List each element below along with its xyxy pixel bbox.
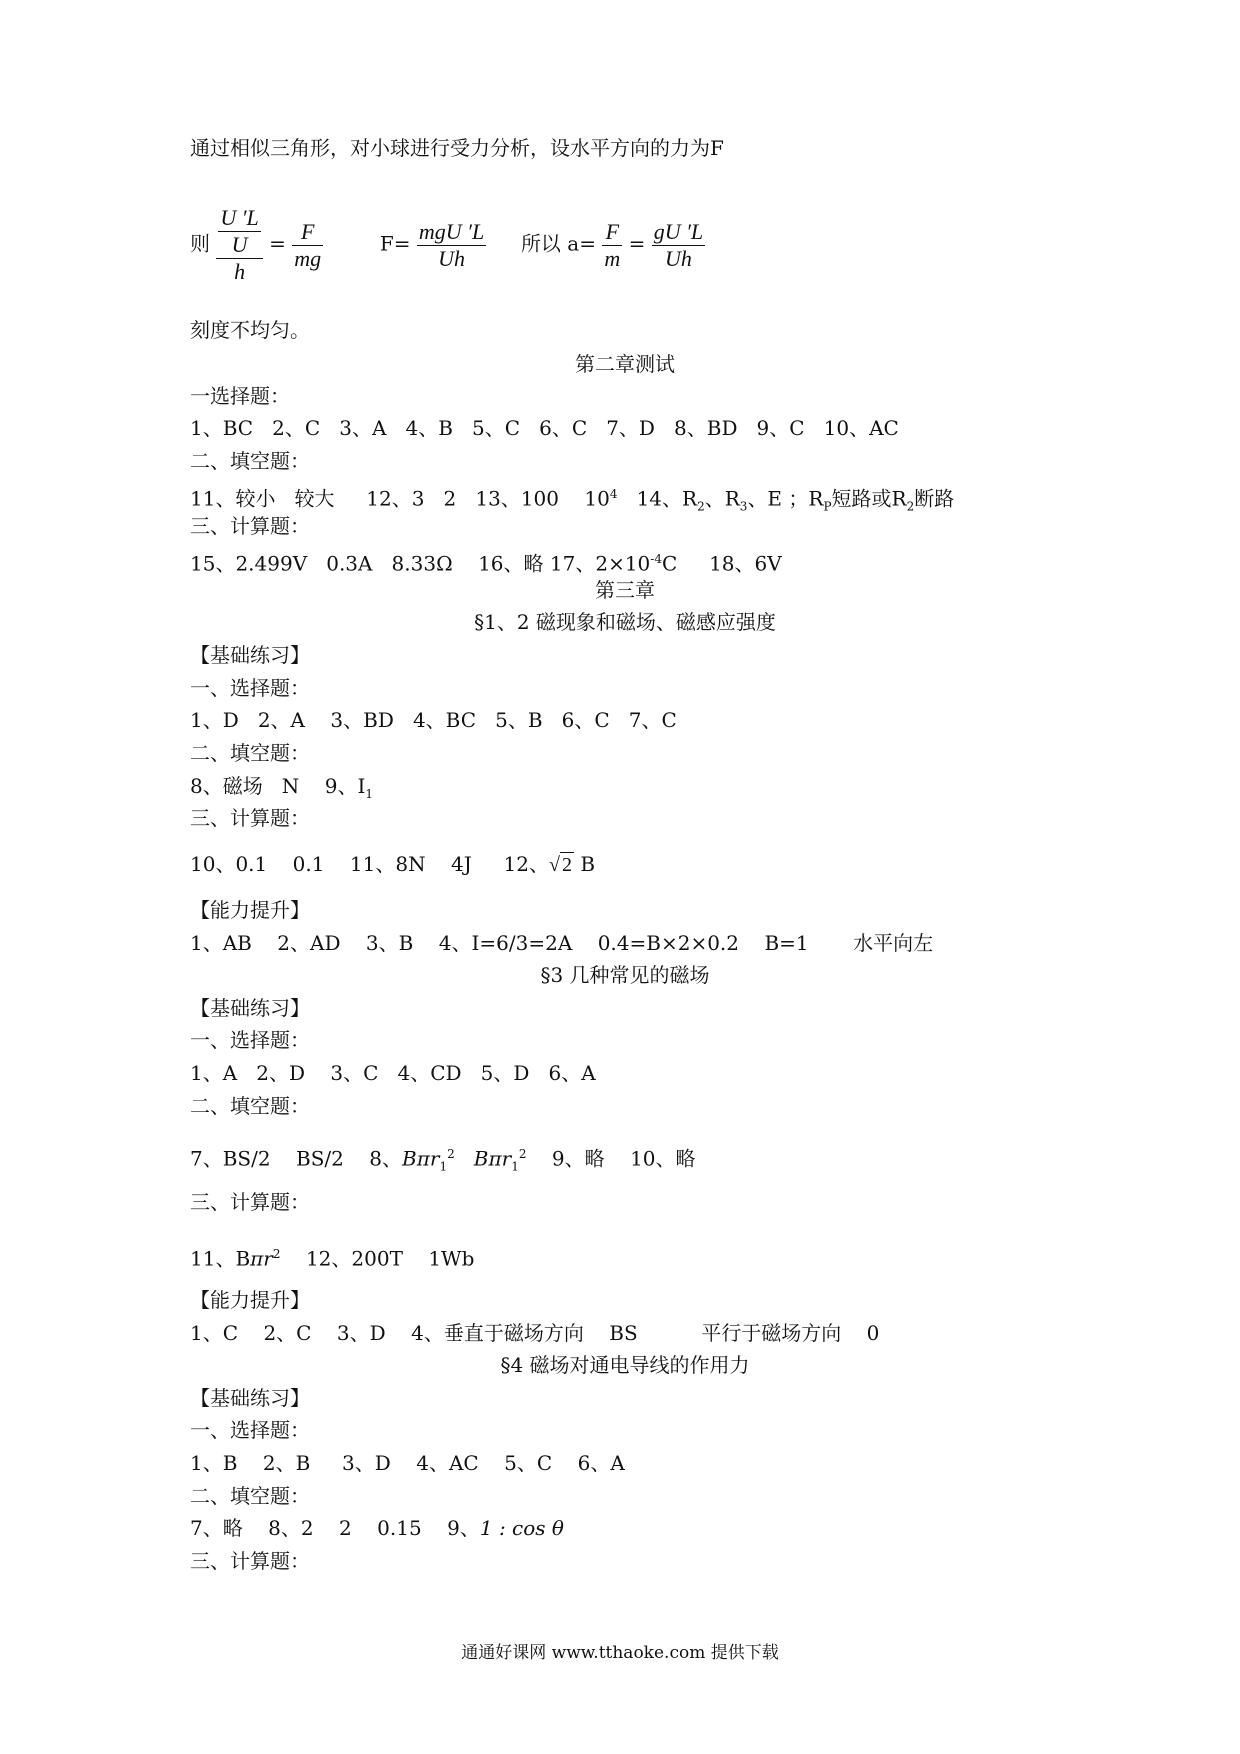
s12-calc-answers: 10、0.1 0.1 11、8N 4J 12、√ 2 B [190, 852, 596, 876]
formula-label: 则 [190, 231, 210, 256]
intro-text: 通过相似三角形，对小球进行受力分析，设水平方向的力为F [190, 136, 724, 160]
fraction-f-over-mg: $\frac{F}{mg}$ [294, 218, 322, 271]
section12-title: §1、2 磁现象和磁场、磁感应强度 [474, 610, 776, 634]
ch2-choice-answers: 1、BC 2、C 3、A 4、B 5、C 6、C 7、D 8、BD 9、C 10、AC [190, 416, 899, 440]
s4-basic-heading: 【基础练习】 [190, 1386, 310, 1410]
chapter3-title: 第三章 [595, 578, 655, 602]
inner-fraction: $\frac{U 'L}{U}$ [220, 205, 259, 257]
ch2-calc-answers: 15、2.499V 0.3A 8.33Ω 16、略 17、$2\times 10^{-4}C$ 18、6V [190, 551, 782, 576]
ch2-line: 三、计算题： [190, 514, 310, 538]
s3-line: 二、填空题： [190, 1094, 310, 1118]
s12-adv-heading: 【能力提升】 [190, 898, 310, 922]
ch2-line: 一选择题： [190, 384, 290, 408]
s12-line: 一、选择题： [190, 676, 310, 700]
fraction-force: $\frac{\text{mgU ′L}}{Uh}$ [418, 218, 485, 271]
ch2-fill-answers: 11、较小 较大 12、3 2 13、100 $10^4$ 14、$R_2$、$R_3$、E ；$R_P$短路或$R_2$断路 [190, 486, 955, 514]
fraction-f-over-m: $\frac{F}{m}$ [604, 218, 621, 271]
fraction-acceleration: $\frac{gU 'L}{Uh}$ [653, 218, 704, 271]
s4-line: 一、选择题： [190, 1418, 310, 1442]
s3-choice-answers: 1、A 2、D 3、C 4、CD 5、D 6、A [190, 1061, 596, 1085]
sqrt-symbol: √ 2 [549, 854, 572, 876]
s4-choice-answers: 1、B 2、B 3、D 4、AC 5、C 6、A [190, 1451, 625, 1475]
s3-basic-heading: 【基础练习】 [190, 996, 310, 1020]
s3-adv-heading: 【能力提升】 [190, 1288, 310, 1312]
s4-line: 三、计算题： [190, 1549, 310, 1573]
s4-fill-answers: 7、略 8、2 2 0.15 9、1 : cos θ [190, 1516, 564, 1540]
s12-line: 三、计算题： [190, 806, 310, 830]
s12-adv-answers: 1、AB 2、AD 3、B 4、I=6/3=2A 0.4=B×2×0.2 B=1 水平向左 [190, 931, 934, 955]
chapter2-title: 第二章测试 [575, 352, 675, 376]
ch2-line: 二、填空题： [190, 449, 310, 473]
s3-line: 三、计算题： [190, 1190, 310, 1214]
section3-title: §3 几种常见的磁场 [540, 963, 710, 987]
s4-line: 二、填空题： [190, 1484, 310, 1508]
section4-title: §4 磁场对通电导线的作用力 [500, 1353, 750, 1377]
formula-row: 则 $\frac{\frac{U 'L}{U}}{h}$ = $\frac{F}{mg}$ F= $\frac{\text{mgU ′L}}{Uh}$ 所以 a= $\frac{F}{m}$ = $\frac{gU 'L}{Uh}$ [190, 205, 704, 284]
s3-adv-answers: 1、C 2、C 3、D 4、垂直于磁场方向 BS 平行于磁场方向 0 [190, 1321, 880, 1345]
compound-fraction: $\frac{\frac{U 'L}{U}}{h}$ [216, 205, 262, 285]
s12-basic-heading: 【基础练习】 [190, 643, 310, 667]
s3-calc-answers: 11、Bπr$^2$ 12、200T 1Wb [190, 1246, 475, 1271]
footer-credit: 通通好课网 www.tthaoke.com 提供下载 [461, 1643, 779, 1663]
s3-line: 一、选择题： [190, 1028, 310, 1052]
s12-choice-answers: 1、D 2、A 3、BD 4、BC 5、B 6、C 7、C [190, 708, 677, 732]
s12-line: 二、填空题： [190, 741, 310, 765]
kedu-text: 刻度不均匀。 [190, 318, 310, 342]
s3-fill-answers: 7、BS/2 BS/2 8、Bπr$_1^2$ Bπr$_1^2$ 9、略 10、略 [190, 1146, 696, 1174]
s12-fill-answers: 8、磁场 N 9、$I_1$ [190, 774, 373, 801]
